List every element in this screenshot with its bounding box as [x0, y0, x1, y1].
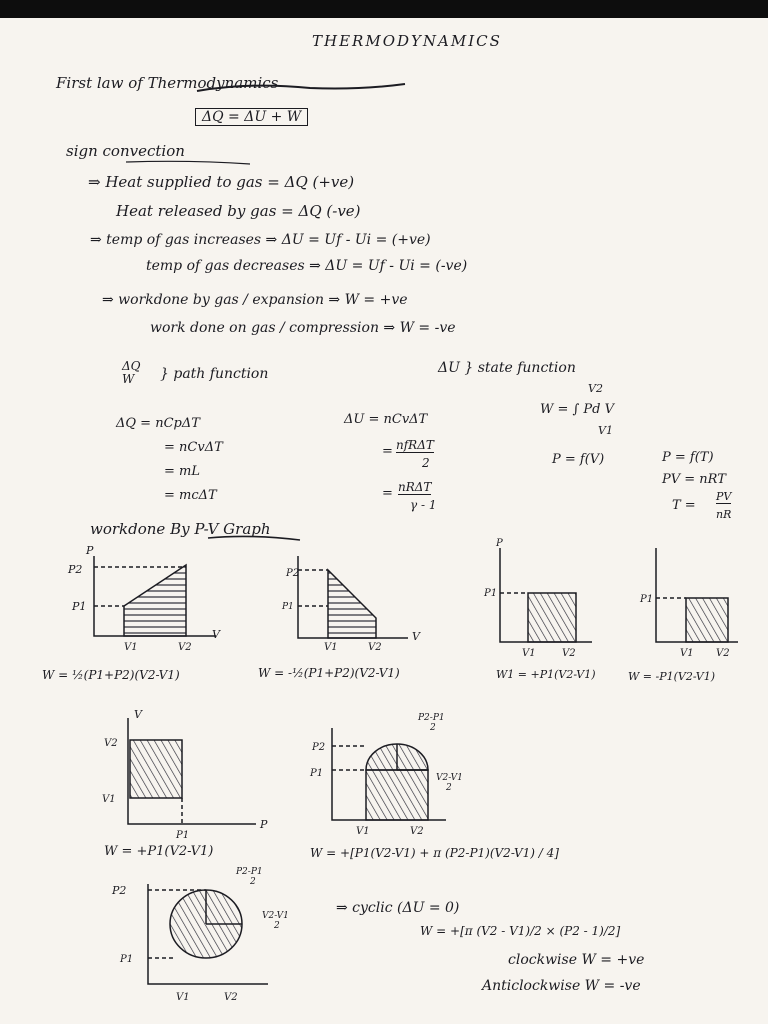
p-fv: P = f(V): [552, 452, 605, 467]
eq-graph-2: W = -½(P1+P2)(V2-V1): [258, 666, 400, 680]
g2-p1-label: P1: [282, 602, 294, 612]
g6-half-v-den: 2: [446, 783, 452, 793]
g6-v2-label: V2: [410, 826, 424, 837]
sign-line-5: ⇒ workdone by gas / expansion ⇒ W = +ve: [102, 292, 408, 308]
t-den: nR: [716, 508, 732, 521]
pv-nrt: PV = nRT: [662, 472, 726, 487]
g5-p1-label: P1: [176, 830, 190, 841]
dq-formula-4: = mcΔT: [164, 488, 217, 503]
g7-p1-label: P1: [120, 954, 134, 965]
g5-v2-label: V2: [104, 738, 118, 749]
cyclic-work: W = +[π (V2 - V1)/2 × (P2 - 1)/2]: [420, 924, 621, 938]
g1-p-label: P: [86, 544, 94, 557]
page-title: THERMODYNAMICS: [312, 32, 502, 50]
p-ft: P = f(T): [662, 450, 714, 465]
g7-v2-label: V2: [224, 992, 238, 1003]
state-function-label: ΔU } state function: [438, 360, 576, 376]
sign-line-2: Heat released by gas = ΔQ (-ve): [116, 202, 361, 220]
g6-p1-label: P1: [310, 768, 324, 779]
g5-v-label: V: [134, 708, 142, 721]
g1-p1-label: P1: [72, 600, 87, 613]
g7-half-p: P2-P1: [236, 867, 263, 877]
g6-half-p: P2-P1: [418, 713, 445, 723]
graph-3: [500, 548, 592, 642]
du-formula-1: ΔU = nCvΔT: [344, 412, 428, 427]
g4-v1-label: V1: [680, 648, 694, 659]
sign-underline: [126, 161, 250, 164]
w-integral-lower: V1: [598, 424, 613, 437]
pv-heading-underline: [208, 536, 300, 540]
du-formula-3-num: nRΔT: [398, 480, 432, 494]
g1-v2-label: V2: [178, 642, 192, 653]
hand-drawn-graphs: [0, 18, 768, 1024]
first-law-equation: ΔQ = ΔU + W: [195, 108, 308, 126]
notebook-page: [0, 18, 768, 1024]
g3-v1-label: V1: [522, 648, 536, 659]
path-function-label: } path function: [160, 366, 269, 382]
g1-v-label: V: [212, 628, 220, 641]
anticlockwise-label: Anticlockwise W = -ve: [482, 978, 641, 994]
g5-v1-label: V1: [102, 794, 116, 805]
g7-half-v-den: 2: [274, 921, 280, 931]
dq-formula-2: = nCvΔT: [164, 440, 223, 455]
sign-line-6: work done on gas / compression ⇒ W = -ve: [150, 320, 456, 336]
g1-p2-label: P2: [68, 563, 83, 576]
g2-v1-label: V1: [324, 642, 338, 653]
g1-v1-label: V1: [124, 642, 138, 653]
g2-p2-label: P2: [286, 568, 300, 579]
sign-line-3: ⇒ temp of gas increases ⇒ ΔU = Uf - Ui = (+ve): [90, 232, 431, 248]
du-formula-2-den: 2: [422, 456, 430, 470]
dq-formula-3: = mL: [164, 464, 200, 479]
eq-graph-1: W = ½(P1+P2)(V2-V1): [42, 668, 180, 682]
g3-v2-label: V2: [562, 648, 576, 659]
du-formula-2-eq: =: [382, 444, 393, 459]
g2-v-label: V: [412, 630, 420, 643]
du-formula-3-eq: =: [382, 486, 393, 501]
g5-p-label: P: [260, 818, 268, 831]
graph-7: [148, 884, 268, 984]
eq-graph-4: W = -P1(V2-V1): [628, 670, 716, 683]
path-symbols: ΔQ W: [122, 359, 141, 386]
dq-formula-1: ΔQ = nCpΔT: [116, 416, 200, 431]
g6-v1-label: V1: [356, 826, 370, 837]
g6-half-p-den: 2: [430, 723, 436, 733]
pv-graph-heading: workdone By P-V Graph: [90, 520, 271, 538]
g7-half-v: V2-V1: [262, 911, 289, 921]
g2-v2-label: V2: [368, 642, 382, 653]
g3-p-label: P: [496, 538, 503, 549]
cyclic-label: ⇒ cyclic (ΔU = 0): [336, 900, 460, 916]
g3-p1-label: P1: [484, 588, 498, 599]
g7-half-p-den: 2: [250, 877, 256, 887]
w-integral: W = ∫ Pd V: [540, 402, 615, 417]
g6-p2-label: P2: [312, 742, 326, 753]
du-formula-2-num: nfRΔT: [396, 438, 434, 452]
eq-graph-6: W = +[P1(V2-V1) + π (P2-P1)(V2-V1) / 4]: [310, 846, 559, 860]
graph-2: [298, 556, 408, 638]
clockwise-label: clockwise W = +ve: [508, 952, 645, 968]
g4-p1-label: P1: [640, 594, 654, 605]
w-integral-upper: V2: [588, 382, 603, 395]
graph-4: [656, 548, 738, 642]
eq-graph-5: W = +P1(V2-V1): [104, 844, 214, 859]
g7-v1-label: V1: [176, 992, 190, 1003]
graph-5: [128, 718, 256, 824]
g4-v2-label: V2: [716, 648, 730, 659]
graph-6: [332, 728, 446, 820]
eq-graph-3: W1 = +P1(V2-V1): [496, 668, 596, 681]
g7-p2-label: P2: [112, 884, 127, 897]
du-formula-3-den: γ - 1: [410, 498, 437, 512]
t-eq: T =: [672, 498, 696, 513]
first-law-heading: First law of Thermodynamics: [56, 74, 279, 92]
sign-line-4: temp of gas decreases ⇒ ΔU = Uf - Ui = (-ve): [146, 258, 468, 274]
sign-convention-heading: sign convection: [66, 142, 185, 160]
t-num: PV: [716, 490, 732, 503]
sign-line-1: ⇒ Heat supplied to gas = ΔQ (+ve): [88, 173, 355, 191]
g6-half-v: V2-V1: [436, 773, 463, 783]
graph-1: [94, 556, 216, 636]
title-underline: [197, 84, 405, 91]
